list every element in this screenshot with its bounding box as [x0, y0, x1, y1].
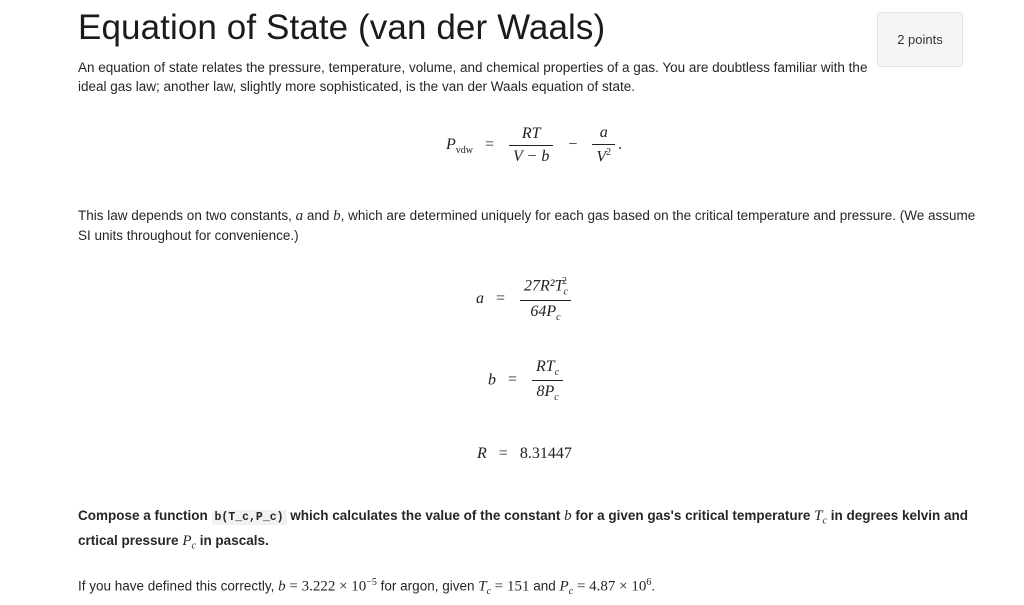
equation-a: a = $\frac{27R^2T_c^2}{64P_c}$: [476, 276, 574, 323]
task-paragraph: Compose a function b(T_c,P_c) which calculates the value of the constant b for a given gas's critical temperature $T_c$ in degrees kelvin and crtical pressure $P_c$ in pascals.: [78, 508, 969, 552]
points-badge: 2 points: [877, 12, 963, 67]
function-signature-code: b(T_c,P_c): [212, 510, 287, 525]
fraction-a: $\frac{27R^2T_c^2}{64P_c}$: [520, 276, 571, 323]
equation-pvdw: $P_{vdw}$ = $\frac{RT}{V - b}$ − $\frac{a}{V^2}$ .: [446, 124, 623, 166]
fraction-rt-over-v-minus-b: $\frac{RT}{V - b}$: [509, 125, 553, 166]
fraction-a-over-v-squared: $\frac{a}{V^2}$: [592, 124, 615, 166]
check-paragraph: If you have defined this correctly, $b = 3.222 \times 10^{-5}$ for argon, given $T_c = 151$ and $P_c = 4.87 \times 10^6$.: [78, 577, 656, 598]
fraction-b: $\frac{RT_c}{8P_c}$: [532, 358, 563, 403]
constants-paragraph: This law depends on two constants, a and b, which are determined uniquely for each gas based on the critical temperature and pressure. (We assume SI units throughout for convenience.): [78, 208, 976, 243]
intro-paragraph: An equation of state relates the pressure, temperature, volume, and chemical properties of a gas. You are doubtless familiar with the ideal gas law; another law, slightly more sophisticated, is the van der Waals equation of state.: [78, 60, 868, 94]
equation-r: R = 8.31447: [477, 445, 572, 462]
page-title: Equation of State (van der Waals): [78, 8, 606, 47]
equation-b: b = $\frac{RT_c}{8P_c}$: [488, 358, 566, 403]
